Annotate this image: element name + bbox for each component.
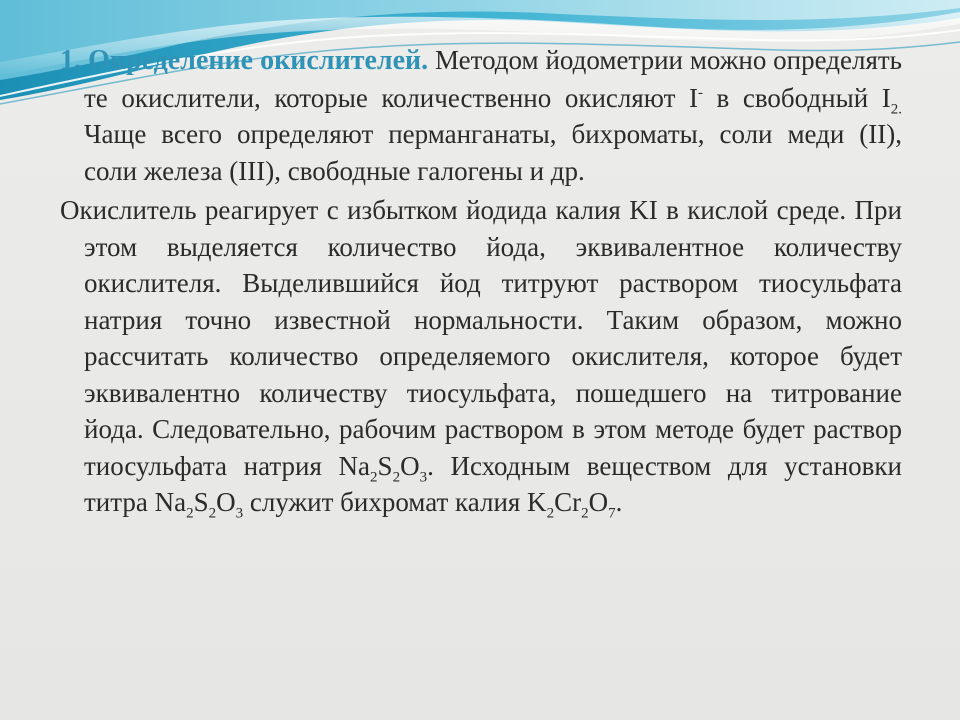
subscript: 3 [235,505,244,522]
paragraph-oxidizers [60,42,902,189]
text-fragment: . [615,487,623,517]
subscript: 2 [186,505,194,522]
text-fragment: в свободный I [702,82,891,113]
text-fragment: Методом йодометрии можно определять те окислители, которые количественно окисляют I [84,45,902,113]
section-heading: 1. Определение окислителей. [60,45,429,76]
text-fragment: Окислитель реагирует с избытком йодида калия KI в кислой среде. При этом выделяется количество йода, эквивалентное количеству окислителя. Выделившийся йод титруют раствором тиосульфата натрия точно известной нормальности. Таким образом, можно рассчитать количество определяемого окислителя, которое будет эквивалентно количеству тиосульфата, пошедшего на титрование йода. Следовательно, рабочим раствором в этом методе будет раствор тиосульфата натрия Na [60,195,902,481]
text-fragment: O [400,450,420,481]
text-fragment: S [193,487,209,517]
text-fragment: O [216,487,236,517]
subscript: 3 [419,468,428,485]
text-fragment: Чаще всего определяют перманганаты, бихроматы, соли меди (II), соли железа (III), свободные галогены и др. [84,119,902,186]
text-fragment: . Исходным веществом для установки титра Na [84,450,902,517]
text-fragment: Cr [554,487,582,517]
subscript: 2 [208,505,217,522]
superscript-minus: - [697,84,703,101]
text-fragment: служит бихромат калия K [243,487,547,517]
subscript: 2 [392,468,401,485]
paragraph-method [60,192,902,521]
text-fragment: S [377,450,393,481]
subscript: 2 [370,468,378,485]
subscript: 2 [546,505,555,522]
slide-content [60,42,902,521]
subscript: 2 [581,505,589,522]
text-fragment: O [588,487,609,517]
subscript: 7 [608,505,616,522]
subscript-2: 2. [890,100,902,117]
